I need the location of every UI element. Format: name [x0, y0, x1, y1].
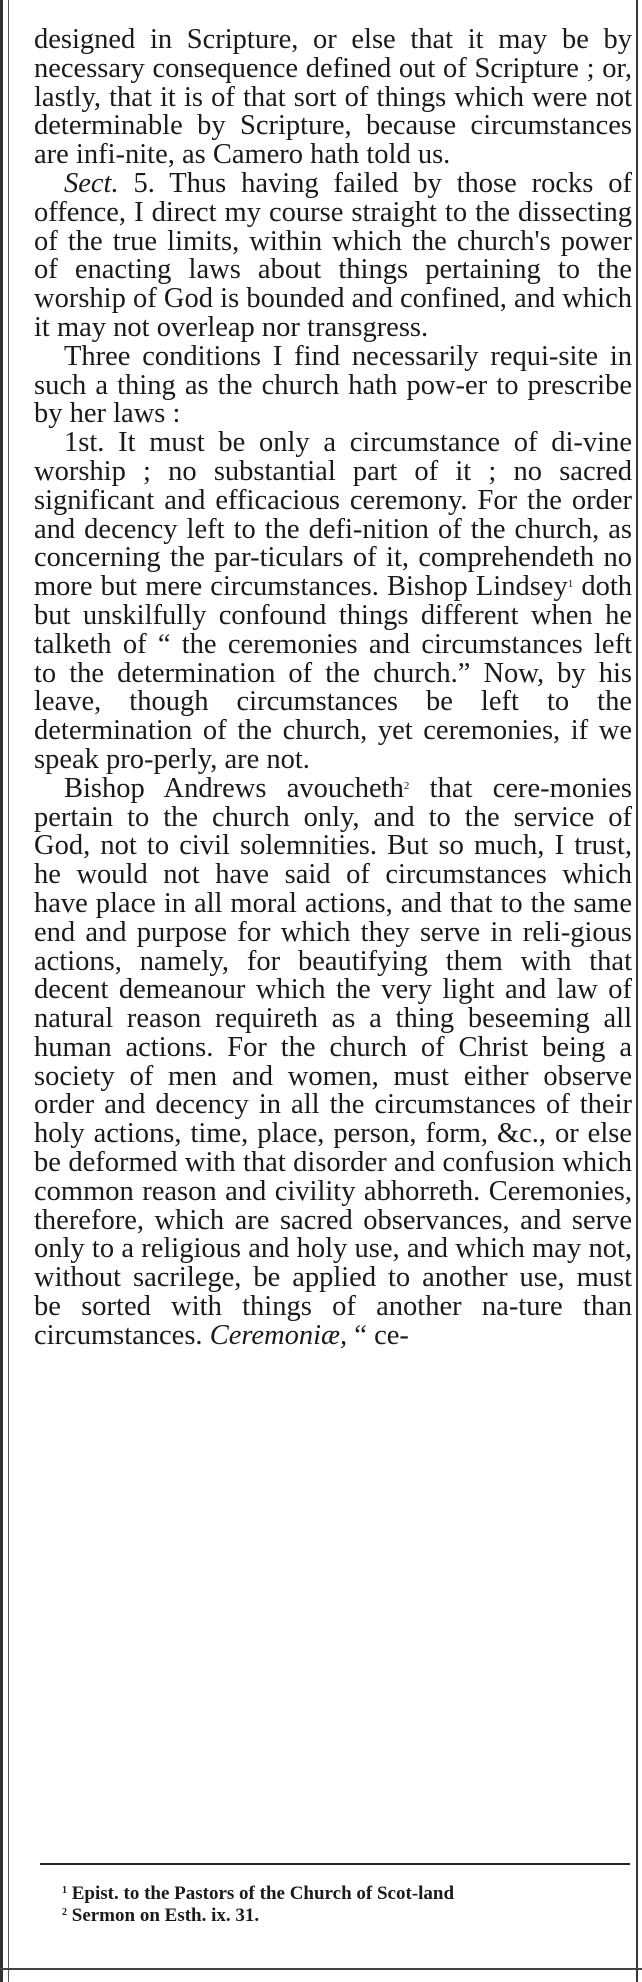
footnote-mark-1: 1 [62, 1885, 67, 1896]
paragraph-3 [34, 340, 632, 430]
page-border-left-inner [8, 0, 9, 1982]
paragraph-5-text-c: “ ce- [347, 1319, 409, 1351]
paragraph-5-text-b: that cere-monies pertain to the church only, and to the service of God, not to civil solemnities. But so much, I trust, he would not have said of circumstances which have place in all moral actions, and that to the same end and purpose for which they serve in reli-gious actions, namely, for beautifying them with that decent demeanour which the very light and law of natural reason requireth as a thing beseeming all human actions. For the church of Christ being a society of men and women, must either observe order and decency in all the circumstances of their holy actions, time, place, person, form, &c., or else be deformed with that disorder and confusion which common reason and civility abhorreth. Ceremonies, therefore, which are sacred observances, and serve only to a religious and holy use, and which may not, without sacrilege, be applied to another use, must be sorted with things of another na-ture than circumstances. [34, 772, 632, 1351]
page-border-right [636, 0, 638, 1982]
paragraph-5-text-a: Bishop Andrews avoucheth [64, 772, 404, 804]
page-body [34, 26, 632, 1351]
section-label: Sect. [64, 167, 119, 199]
footnote-divider [40, 1863, 630, 1865]
page-border-left [0, 0, 3, 1982]
footnote-ref-1: 1 [567, 578, 574, 591]
paragraph-4 [34, 429, 632, 775]
footnote-2-text: Sermon on Esth. ix. 31. [67, 1905, 260, 1926]
page-border-bottom [0, 1968, 642, 1970]
footnote-ref-2: 2 [403, 779, 410, 792]
footnote-1-text: Epist. to the Pastors of the Church of Scot-land [67, 1883, 455, 1904]
paragraph-2-text: 5. Thus having failed by those rocks of offence, I direct my course straight to the dissecting of the true limits, within which the church's power of enacting laws about things pertaining to the worship of God is bounded and confined, and which it may not overleap nor transgress. [34, 167, 632, 343]
paragraph-3-text: Three conditions I find necessarily requi-site in such a thing as the church hath pow-er to prescribe by her laws : [34, 340, 632, 430]
footnotes [62, 1883, 618, 1927]
paragraph-5 [34, 772, 632, 1351]
paragraph-4-text-a: 1st. It must be only a circumstance of di-vine worship ; no substantial part of it ; no sacred significant and efficacious ceremony. For the order and decency left to the defi-nition of the church, as concerning the par-ticulars of it, comprehendeth no more but mere circumstances. Bishop Lindsey [34, 427, 632, 603]
footnote-2 [62, 1905, 618, 1927]
paragraph-1-text: designed in Scripture, or else that it may be by necessary consequence defined out of Scripture ; or, lastly, that it is of that sort of things which were not determinable by Scripture, because circumstances are infi-nite, as Camero hath told us. [34, 24, 632, 171]
paragraph-1 [34, 26, 632, 170]
paragraph-2 [34, 167, 632, 343]
body-text [34, 26, 632, 1351]
footnote-mark-2: 2 [62, 1907, 67, 1918]
paragraph-4-text-b: doth but unskilfully confound things different when he talketh of “ the ceremonies and circumstances left to the determination of the church.” Now, by his leave, though circumstances be left to the determination of the church, yet ceremonies, if we speak pro-perly, are not. [34, 571, 632, 775]
footnote-1 [62, 1883, 618, 1905]
italic-term: Ceremoniæ, [209, 1319, 348, 1351]
